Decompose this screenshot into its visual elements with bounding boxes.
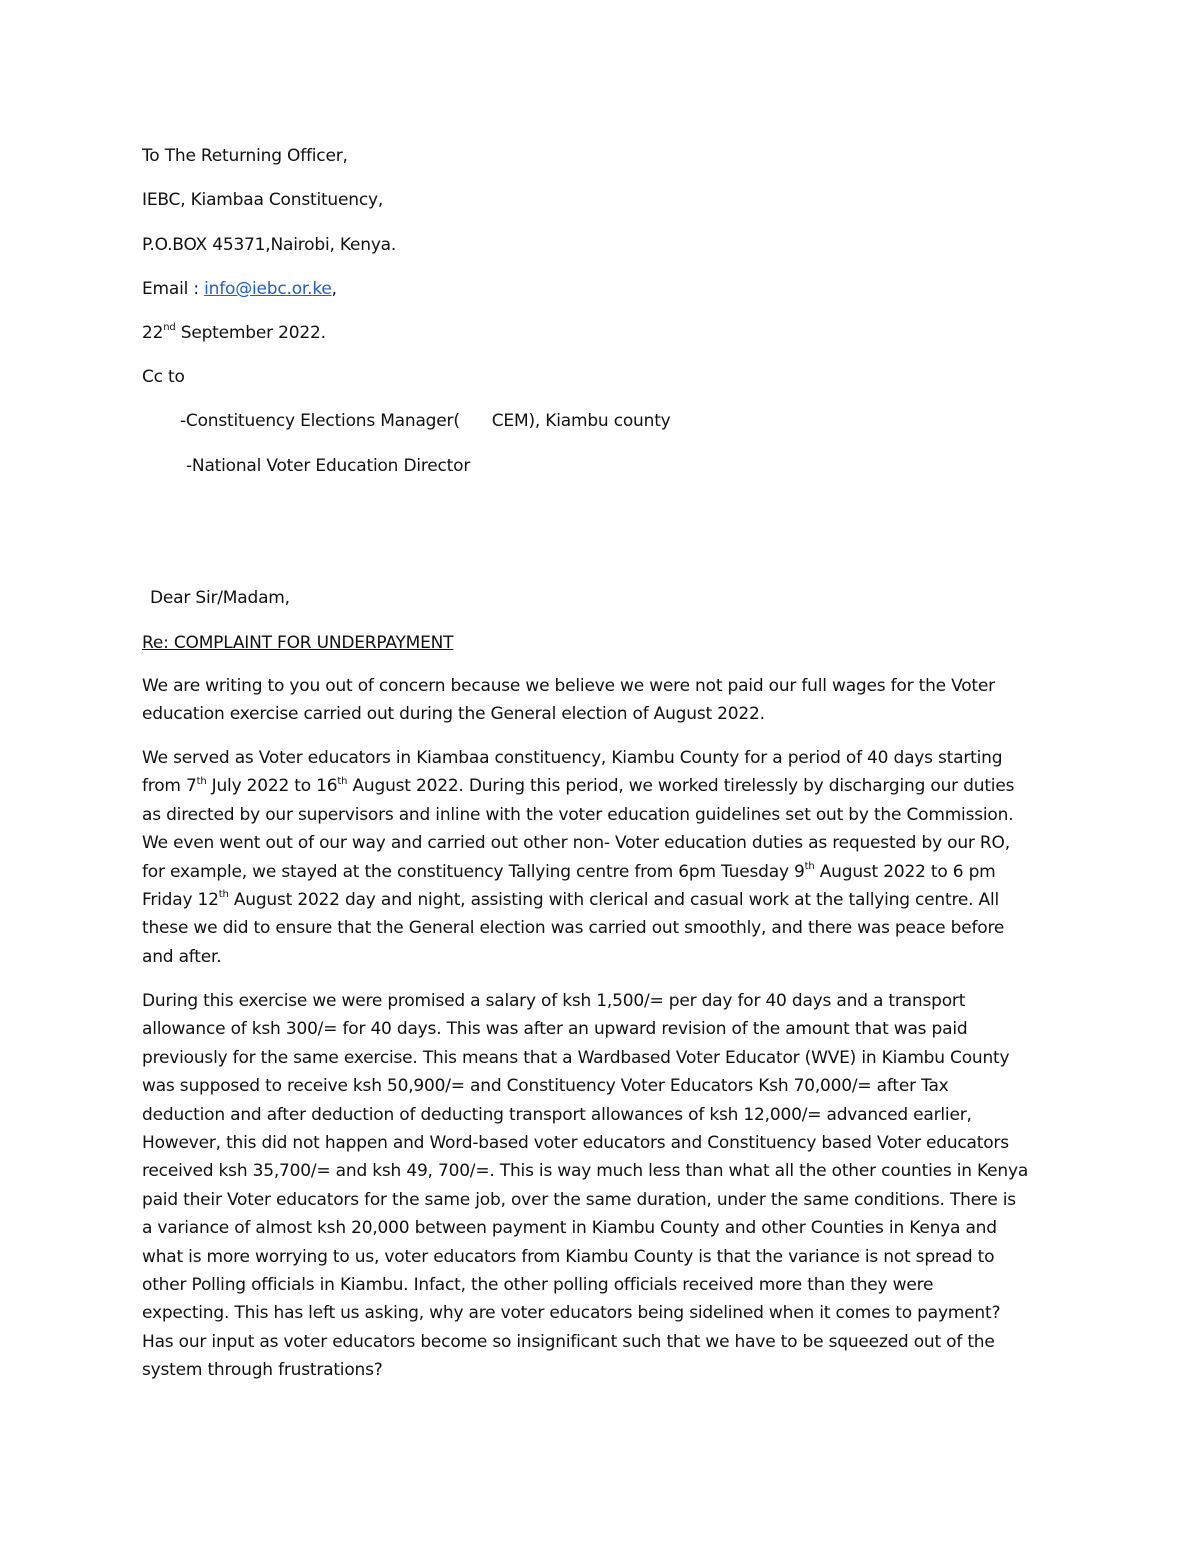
paragraph-line: these we did to ensure that the General election was carried out smoothly, and there was peace before [142, 918, 1005, 939]
paragraph-line: Has our input as voter educators become so insignificant such that we have to be squeezed out of the [142, 1331, 995, 1352]
paragraph-line: what is more worrying to us, voter educators from Kiambu County is that the variance is not spread to [142, 1246, 995, 1267]
paragraph-3 [142, 987, 1060, 1385]
paragraph-line: and after. [142, 946, 222, 967]
paragraph-line: allowance of ksh 300/= for 40 days. This was after an upward revision of the amount that was paid [142, 1019, 968, 1040]
paragraph-line: received ksh 35,700/= and ksh 49, 700/=. This is way much less than what all the other counties in Kenya [142, 1161, 1029, 1182]
address-line-email [142, 278, 337, 300]
paragraph-1 [142, 672, 1060, 729]
address-line-recipient: To The Returning Officer, [142, 146, 348, 166]
cc-item-1-part-a: -Constituency Elections Manager( [180, 411, 460, 431]
paragraph-line: other Polling officials in Kiambu. Infact, the other polling officials received more than they were [142, 1275, 934, 1296]
paragraph-line: However, this did not happen and Word-based voter educators and Constituency based Voter educators [142, 1133, 1009, 1154]
paragraph-line: During this exercise we were promised a salary of ksh 1,500/= per day for 40 days and a transport [142, 991, 966, 1011]
date-rest: September 2022. [175, 323, 326, 343]
paragraph-line: We served as Voter educators in Kiambaa constituency, Kiambu County for a period of 40 days starting [142, 748, 1003, 768]
email-link[interactable]: info@iebc.or.ke [204, 279, 332, 299]
paragraph-line: deduction and after deduction of deducting transport allowances of ksh 12,000/= advanced earlier, [142, 1104, 972, 1125]
paragraph-line: paid their Voter educators for the same job, over the same duration, under the same conditions. There is [142, 1189, 1016, 1210]
paragraph-line: previously for the same exercise. This means that a Wardbased Voter Educator (WVE) in Kiambu County [142, 1047, 1010, 1068]
paragraph-line: from 7th July 2022 to 16th August 2022. During this period, we worked tirelessly by discharging our duties [142, 775, 1015, 797]
date-day-suffix: nd [163, 322, 176, 334]
salutation: Dear Sir/Madam, [150, 588, 290, 608]
subject-line: Re: COMPLAINT FOR UNDERPAYMENT [142, 633, 454, 653]
date-day: 22 [142, 323, 164, 343]
cc-item-1-part-b: CEM), Kiambu county [491, 411, 671, 431]
paragraph-line: system through frustrations? [142, 1360, 383, 1381]
paragraph-line: was supposed to receive ksh 50,900/= and Constituency Voter Educators Ksh 70,000/= after Tax [142, 1076, 949, 1097]
paragraph-line: for example, we stayed at the constituency Tallying centre from 6pm Tuesday 9th August 2022 to 6 pm [142, 860, 996, 882]
paragraph-line: education exercise carried out during the General election of August 2022. [142, 704, 765, 725]
address-line-organization: IEBC, Kiambaa Constituency, [142, 190, 384, 210]
paragraph-line: We even went out of our way and carried out other non- Voter education duties as requested by our RO, [142, 833, 1010, 854]
cc-item-elections-manager [180, 410, 671, 432]
paragraph-2 [142, 744, 1060, 971]
paragraph-line: a variance of almost ksh 20,000 between payment in Kiambu County and other Counties in Kenya and [142, 1218, 997, 1239]
email-suffix: , [331, 279, 337, 299]
paragraph-line: We are writing to you out of concern because we believe we were not paid our full wages for the Voter [142, 676, 995, 696]
email-label: Email : [142, 279, 205, 299]
letter-date [142, 322, 326, 344]
cc-item-voter-education-director: -National Voter Education Director [186, 456, 471, 476]
cc-label: Cc to [142, 367, 185, 387]
paragraph-line: expecting. This has left us asking, why are voter educators being sidelined when it comes to payment? [142, 1303, 1001, 1324]
paragraph-line: as directed by our supervisors and inline with the voter education guidelines set out by the Commission. [142, 804, 1014, 825]
paragraph-line: Friday 12th August 2022 day and night, assisting with clerical and casual work at the tallying centre. All [142, 889, 1000, 911]
address-line-postal: P.O.BOX 45371,Nairobi, Kenya. [142, 235, 397, 255]
